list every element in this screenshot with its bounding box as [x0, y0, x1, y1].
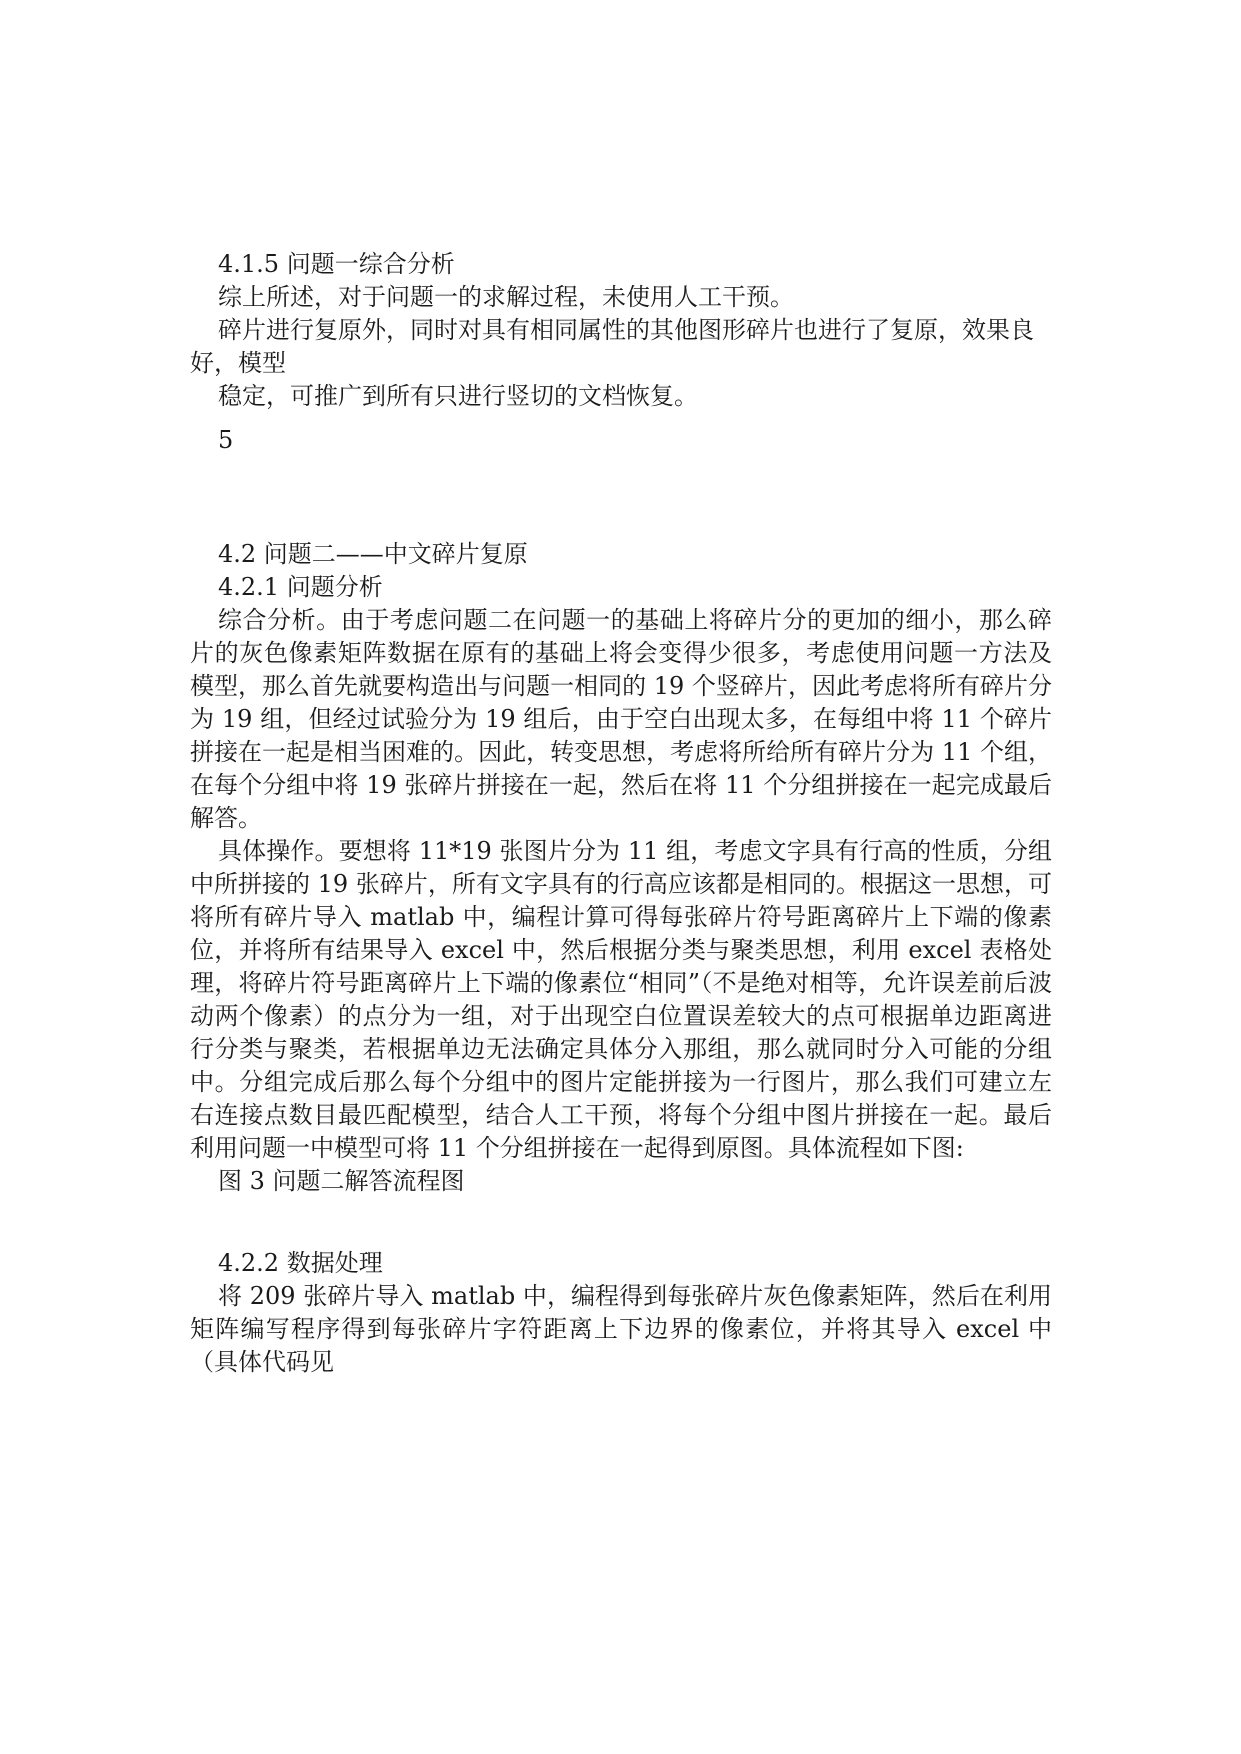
- paragraph: 综合分析。由于考虑问题二在问题一的基础上将碎片分的更加的细小，那么碎片的灰色像素矩阵数据在原有的基础上将会变得少很多，考虑使用问题一方法及模型，那么首先就要构造出与问题一相同的 19 个竖碎片，因此考虑将所有碎片分为 19 组，但经过试验分为 19 组后，由于空白出现太多，在每组中将 11 个碎片拼接在一起是相当困难的。因此，转变思想，考虑将所给所有碎片分为 11 个组，在每个分组中将 19 张碎片拼接在一起，然后在将 11 个分组拼接在一起完成最后解答。: [190, 606, 1052, 832]
- section-4-2-2: [190, 1247, 1052, 1379]
- page-number-block: [190, 424, 1052, 457]
- paragraph-line: 好，模型: [190, 349, 286, 377]
- section-4-1-5: [190, 248, 1052, 413]
- section-heading: 4.2 问题二——中文碎片复原: [218, 540, 528, 568]
- paragraph-line: 综上所述，对于问题一的求解过程，未使用人工干预。: [218, 283, 794, 311]
- subsection-heading: 4.2.1 问题分析: [218, 573, 383, 601]
- paragraph: 将 209 张碎片导入 matlab 中，编程得到每张碎片灰色像素矩阵，然后在利用矩阵编写程序得到每张碎片字符距离上下边界的像素位，并将其导入 excel 中（具体代码见: [190, 1282, 1052, 1376]
- paragraph-line: 碎片进行复原外，同时对具有相同属性的其他图形碎片也进行了复原，效果良: [218, 316, 1034, 344]
- section-heading: 4.1.5 问题一综合分析: [218, 250, 455, 278]
- paragraph-line: 稳定，可推广到所有只进行竖切的文档恢复。: [218, 382, 698, 410]
- section-4-2: [190, 538, 1052, 1198]
- paragraph: 具体操作。要想将 11*19 张图片分为 11 组，考虑文字具有行高的性质，分组中所拼接的 19 张碎片，所有文字具有的行高应该都是相同的。根据这一思想，可将所有碎片导入 matlab 中，编程计算可得每张碎片符号距离碎片上下端的像素位，并将所有结果导入 excel 中，然后根据分类与聚类思想，利用 excel 表格处理，将碎片符号距离碎片上下端的像素位“相同”（不是绝对相等，允许误差前后波动两个像素）的点分为一组，对于出现空白位置误差较大的点可根据单边距离进行分类与聚类，若根据单边无法确定具体分入那组，那么就同时分入可能的分组中。分组完成后那么每个分组中的图片定能拼接为一行图片，那么我们可建立左右连接点数目最匹配模型，结合人工干预，将每个分组中图片拼接在一起。最后利用问题一中模型可将 11 个分组拼接在一起得到原图。具体流程如下图:: [190, 837, 1052, 1162]
- page-number: 5: [218, 426, 234, 454]
- figure-caption: 图 3 问题二解答流程图: [218, 1167, 465, 1195]
- subsection-heading: 4.2.2 数据处理: [218, 1249, 383, 1277]
